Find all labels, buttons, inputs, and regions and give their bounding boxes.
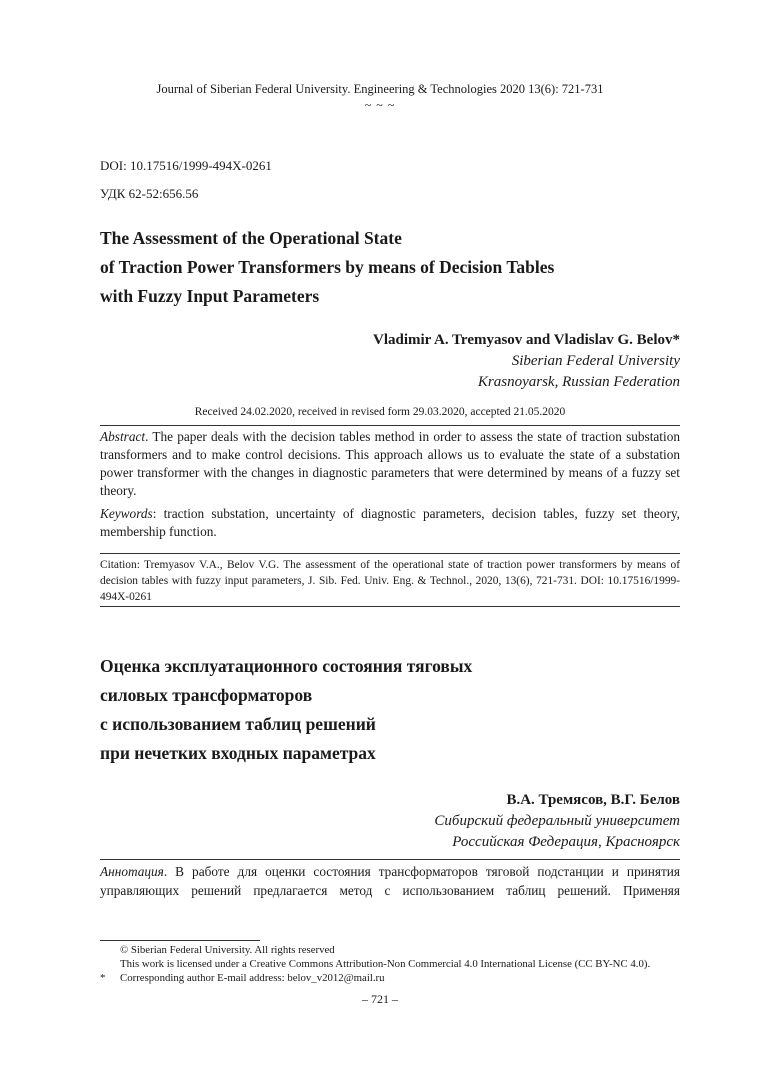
- title-russian-line: силовых трансформаторов: [100, 685, 313, 705]
- footnote-copyright: © Siberian Federal University. All rights reserved: [120, 944, 335, 956]
- title-russian: [100, 652, 700, 768]
- title-russian-line: с использованием таблиц решений: [100, 714, 376, 734]
- received-dates: Received 24.02.2020, received in revised form 29.03.2020, accepted 21.05.2020: [194, 406, 566, 418]
- header-ornament: ~ ~ ~: [364, 98, 396, 112]
- footnote-license: This work is licensed under a Creative Commons Attribution-Non Commercial 4.0 International License (CC BY-NC 4.0).: [120, 958, 651, 970]
- page-number: – 721 –: [362, 992, 398, 1006]
- title-english: [100, 224, 700, 311]
- footnote-divider: [100, 940, 260, 941]
- title-english-line: The Assessment of the Operational State: [100, 228, 402, 248]
- authors-russian: [160, 790, 680, 853]
- author-location: Krasnoyarsk, Russian Federation: [477, 374, 680, 390]
- annotation-label: Аннотация: [100, 864, 164, 879]
- annotation-text: . В работе для оценки состояния трансформаторов тяговой подстанции и принятия: [163, 864, 680, 879]
- citation: Citation: Tremyasov V.A., Belov V.G. The assessment of the operational state of traction power transformers by means of decision tables with fuzzy input parameters, J. Sib. Fed. Univ. Eng. & Technol., 2020, 13(6), 721-731. DOI: 10.17516/1999-494X-0261: [100, 559, 680, 603]
- annotation-line: управляющих решений предлагается метод с использованием таблиц решений. Применяя: [100, 883, 680, 898]
- keywords: [100, 505, 680, 541]
- author-names: Vladimir A. Tremyasov and Vladislav G. Belov*: [373, 332, 680, 348]
- divider: [100, 606, 680, 607]
- footnotes: [100, 943, 700, 985]
- title-russian-line: при нечетких входных параметрах: [100, 743, 376, 763]
- author-affiliation: Siberian Federal University: [511, 353, 680, 369]
- abstract-text: . The paper deals with the decision tables method in order to assess the state of traction substation transformers and to make control decisions. This approach allows us to evaluate the state of a substation power transformer with the changes in diagnostic parameters that were determined by means of a fuzzy set theory.: [100, 429, 680, 498]
- udk-code: УДК 62-52:656.56: [100, 186, 199, 201]
- annotation-russian: [100, 862, 680, 900]
- title-russian-line: Оценка эксплуатационного состояния тяговых: [100, 656, 473, 676]
- footnote-corresponding-text: Corresponding author E-mail address: belov_v2012@mail.ru: [120, 972, 385, 984]
- divider: [100, 553, 680, 554]
- abstract: [100, 428, 680, 500]
- footnote-mark: *: [100, 972, 106, 984]
- doi: DOI: 10.17516/1999-494X-0261: [100, 158, 272, 173]
- divider: [100, 425, 680, 426]
- author-names-ru: В.А. Тремясов, В.Г. Белов: [506, 792, 680, 808]
- title-english-line: with Fuzzy Input Parameters: [100, 286, 320, 306]
- keywords-label: Keywords: [100, 506, 153, 521]
- author-location-ru: Российская Федерация, Красноярск: [452, 834, 680, 850]
- footnote-corresponding: [100, 971, 700, 985]
- title-english-line: of Traction Power Transformers by means of Decision Tables: [100, 257, 555, 277]
- author-affiliation-ru: Сибирский федеральный университет: [434, 813, 680, 829]
- keywords-text: : traction substation, uncertainty of diagnostic parameters, decision tables, fuzzy set theory, membership function.: [100, 506, 680, 539]
- authors-english: [160, 330, 680, 393]
- abstract-label: Abstract: [100, 429, 146, 444]
- divider: [100, 859, 680, 860]
- journal-header: Journal of Siberian Federal University. Engineering & Technologies 2020 13(6): 721-731: [156, 82, 604, 96]
- annotation-line: [100, 862, 680, 881]
